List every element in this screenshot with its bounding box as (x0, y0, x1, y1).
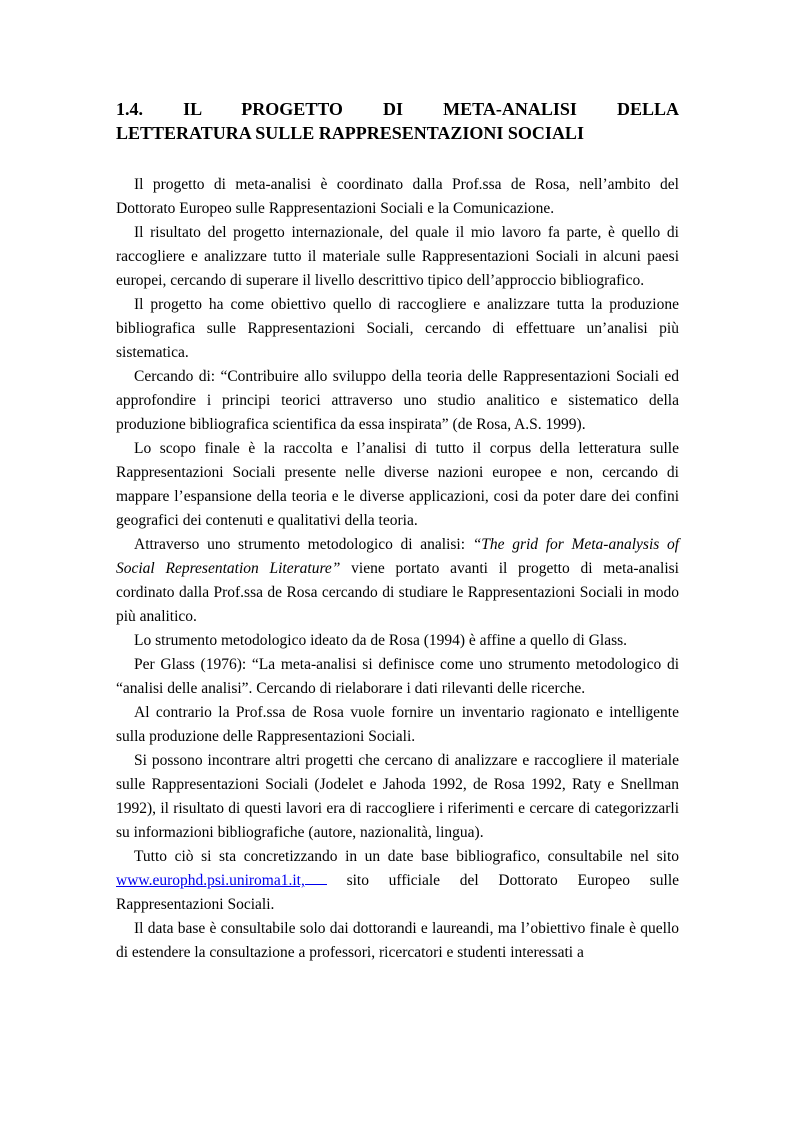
paragraph-12: Il data base è consultabile solo dai dottorandi e laureandi, ma l’obiettivo finale è quello di estendere la consultazione a professori, ricercatori e studenti interessati a (116, 920, 679, 961)
link-underline-gap (305, 883, 327, 885)
paragraph-8: Per Glass (1976): “La meta-analisi si definisce come uno strumento metodologico di “analisi delle analisi”. Cercando di rielaborare i dati rilevanti delle ricerche. (116, 656, 679, 697)
heading-line-2: LETTERATURA SULLE RAPPRESENTAZIONI SOCIALI (116, 123, 584, 143)
paragraph-4: Cercando di: “Contribuire allo sviluppo della teoria delle Rappresentazioni Sociali ed approfondire i principi teorici attraverso uno studio analitico e sistematico della produzione bibliografica scientifica da essa inspirata” (de Rosa, A.S. 1999). (116, 368, 679, 433)
paragraph-2: Il risultato del progetto internazionale, del quale il mio lavoro fa parte, è quello di raccogliere e analizzare tutto il materiale sulle Rappresentazioni Sociali in alcuni paesi europei, cercando di superare il livello descrittivo tipico dell’approccio bibliografico. (116, 224, 679, 289)
paragraph-3: Il progetto ha come obiettivo quello di raccogliere e analizzare tutta la produzione bibliografica sulle Rappresentazioni Sociali, cercando di effettuare un’analisi più sistematica. (116, 296, 679, 361)
paragraph-11-text-end: sito ufficiale del Dottorato Europeo sulle Rappresentazioni Sociali. (116, 872, 680, 913)
paragraph-10: Si possono incontrare altri progetti che cercano di analizzare e raccogliere il materiale sulle Rappresentazioni Sociali (Jodelet e Jahoda 1992, de Rosa 1992, Raty e Snellman 1992), il risultato di questi lavori era di raccogliere i riferimenti e cercare di categorizzarli su informazioni bibliografiche (autore, nazionalità, lingua). (116, 752, 679, 841)
paragraph-11 (116, 845, 679, 917)
paragraph-11-text-start: Tutto ciò si sta concretizzando in un date base bibliografico, consultabile nel sito (134, 848, 679, 865)
paragraph-6-text-start: Attraverso uno strumento metodologico di analisi: (134, 536, 473, 553)
paragraph-5: Lo scopo finale è la raccolta e l’analisi di tutto il corpus della letteratura sulle Rappresentazioni Sociali presente nelle diverse nazioni europee e non, cercando di mappare l’espansione della teoria e le diverse applicazioni, cosi da poter dare dei confini geografici dei contenuti e qualitativi della teoria. (116, 440, 679, 529)
paragraph-6-text-end: viene portato avanti il progetto di meta-analisi cordinato dalla Prof.ssa de Rosa cercando di studiare le Rappresentazioni Sociali in modo più analitico. (116, 560, 679, 625)
paragraph-9: Al contrario la Prof.ssa de Rosa vuole fornire un inventario ragionato e intelligente sulla produzione delle Rappresentazioni Sociali. (116, 704, 679, 745)
paragraph-6 (116, 533, 679, 629)
paragraph-7: Lo strumento metodologico ideato da de Rosa (1994) è affine a quello di Glass. (134, 632, 628, 649)
heading-line-1: 1.4. IL PROGETTO DI META-ANALISI DELLA (116, 99, 679, 119)
grid-title-italic: “The grid for Meta-analysis of Social Representation Literature” (116, 536, 679, 577)
section-heading (116, 97, 679, 145)
paragraph-1: Il progetto di meta-analisi è coordinato dalla Prof.ssa de Rosa, nell’ambito del Dottorato Europeo sulle Rappresentazioni Sociali e la Comunicazione. (116, 176, 679, 217)
document-page (116, 97, 679, 965)
website-link[interactable]: www.europhd.psi.uniroma1.it, (116, 872, 305, 889)
